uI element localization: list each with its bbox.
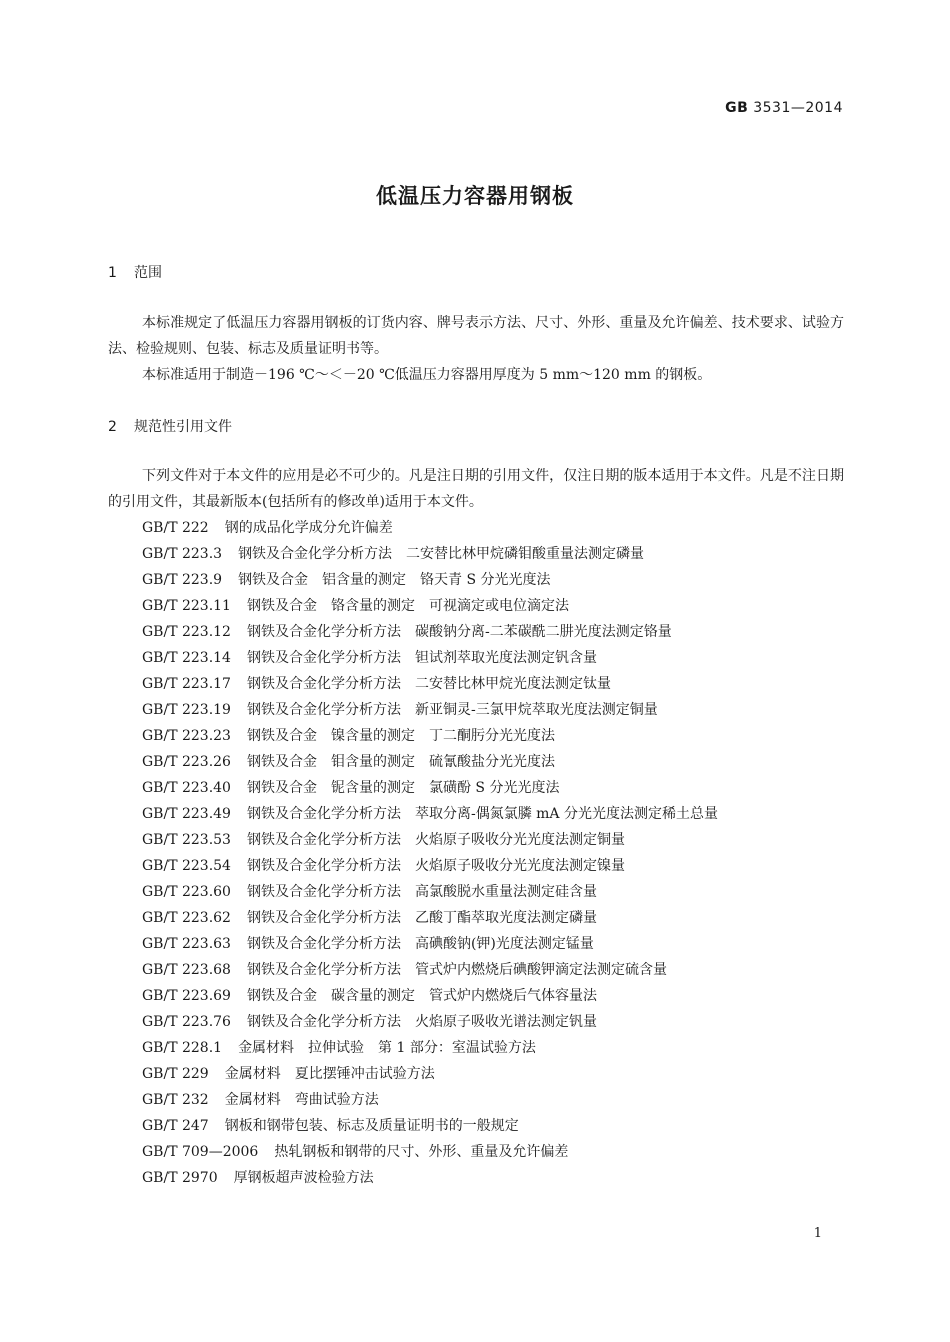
reference-code: GB/T 232 [142,1092,209,1108]
reference-title: 钢铁及合金 铬含量的测定 可视滴定或电位滴定法 [246,598,569,614]
document-title: 低温压力容器用钢板 [376,184,574,208]
reference-code: GB/T 223.54 [142,858,231,874]
reference-title: 钢铁及合金化学分析方法 火焰原子吸收光谱法测定钒量 [246,1014,597,1030]
reference-item [142,619,718,645]
reference-title: 钢的成品化学成分允许偏差 [224,520,393,536]
reference-item [142,1061,718,1087]
reference-title: 钢铁及合金化学分析方法 高碘酸钠(钾)光度法测定锰量 [246,936,594,952]
reference-code: GB/T 247 [142,1118,209,1134]
reference-title: 钢铁及合金化学分析方法 火焰原子吸收分光光度法测定镍量 [246,858,625,874]
reference-title: 厚钢板超声波检验方法 [233,1170,374,1186]
reference-item [142,567,718,593]
reference-title: 钢铁及合金 钼含量的测定 硫氰酸盐分光光度法 [246,754,555,770]
reference-code: GB/T 223.14 [142,650,231,666]
reference-code: GB/T 223.40 [142,780,231,796]
reference-list [142,515,718,1191]
reference-code: GB/T 223.68 [142,962,231,978]
reference-title: 钢铁及合金化学分析方法 碳酸钠分离-二苯碳酰二肼光度法测定铬量 [246,624,672,640]
reference-title: 钢铁及合金化学分析方法 高氯酸脱水重量法测定硅含量 [246,884,597,900]
reference-item [142,905,718,931]
reference-code: GB/T 223.63 [142,936,231,952]
reference-code: GB/T 223.12 [142,624,231,640]
reference-item [142,879,718,905]
reference-item [142,749,718,775]
reference-item [142,957,718,983]
reference-code: GB/T 223.49 [142,806,231,822]
reference-title: 金属材料 拉伸试验 第 1 部分：室温试验方法 [238,1040,536,1056]
reference-item [142,801,718,827]
reference-title: 钢铁及合金化学分析方法 钽试剂萃取光度法测定钒含量 [246,650,597,666]
reference-item [142,1087,718,1113]
reference-item [142,645,718,671]
reference-code: GB/T 223.19 [142,702,231,718]
section-1-title: 范围 [134,265,162,281]
scope-paragraph-2: 本标准适用于制造－196 ℃～＜－20 ℃低温压力容器用厚度为 5 mm～120 mm 的钢板。 [142,367,712,383]
reference-item [142,983,718,1009]
standard-code: 3531—2014 [753,100,843,116]
reference-title: 钢铁及合金 镍含量的测定 丁二酮肟分光光度法 [246,728,555,744]
reference-title: 钢铁及合金化学分析方法 二安替比林甲烷光度法测定钛量 [246,676,611,692]
reference-item [142,697,718,723]
reference-title: 钢铁及合金 铝含量的测定 铬天青 S 分光光度法 [238,572,551,588]
scope-paragraph-1: 本标准规定了低温压力容器用钢板的订货内容、牌号表示方法、尺寸、外形、重量及允许偏差、技术要求、试验方法、检验规则、包装、标志及质量证明书等。 [108,315,844,357]
reference-item [142,723,718,749]
reference-item [142,775,718,801]
reference-title: 金属材料 夏比摆锤冲击试验方法 [224,1066,435,1082]
reference-code: GB/T 223.69 [142,988,231,1004]
reference-title: 钢铁及合金 碳含量的测定 管式炉内燃烧后气体容量法 [246,988,597,1004]
reference-item [142,853,718,879]
reference-item [142,1139,718,1165]
reference-item [142,671,718,697]
reference-item [142,827,718,853]
section-1-heading [108,262,162,282]
standard-number [725,100,843,116]
reference-code: GB/T 223.9 [142,572,223,588]
reference-code: GB/T 223.3 [142,546,223,562]
reference-item [142,593,718,619]
reference-code: GB/T 228.1 [142,1040,223,1056]
reference-code: GB/T 223.11 [142,598,231,614]
reference-title: 钢铁及合金化学分析方法 火焰原子吸收分光光度法测定铜量 [246,832,625,848]
section-2-number: 2 [108,419,117,435]
reference-code: GB/T 223.62 [142,910,231,926]
reference-code: GB/T 709—2006 [142,1144,259,1160]
reference-title: 热轧钢板和钢带的尺寸、外形、重量及允许偏差 [274,1144,569,1160]
section-2-title: 规范性引用文件 [134,419,232,435]
reference-item [142,541,718,567]
reference-code: GB/T 223.76 [142,1014,231,1030]
reference-code: GB/T 222 [142,520,209,536]
reference-code: GB/T 223.53 [142,832,231,848]
reference-title: 钢铁及合金化学分析方法 萃取分离-偶氮氯膦 mA 分光光度法测定稀土总量 [246,806,718,822]
reference-title: 金属材料 弯曲试验方法 [224,1092,379,1108]
reference-title: 钢铁及合金化学分析方法 乙酸丁酯萃取光度法测定磷量 [246,910,597,926]
section-1-number: 1 [108,265,117,281]
reference-title: 钢铁及合金化学分析方法 新亚铜灵-三氯甲烷萃取光度法测定铜量 [246,702,658,718]
reference-item [142,1113,718,1139]
reference-title: 钢板和钢带包装、标志及质量证明书的一般规定 [224,1118,519,1134]
page-number: 1 [813,1226,822,1241]
references-intro: 下列文件对于本文件的应用是必不可少的。凡是注日期的引用文件，仅注日期的版本适用于本文件。凡是不注日期的引用文件，其最新版本(包括所有的修改单)适用于本文件。 [108,468,844,510]
reference-item [142,931,718,957]
reference-code: GB/T 229 [142,1066,209,1082]
reference-title: 钢铁及合金化学分析方法 二安替比林甲烷磷钼酸重量法测定磷量 [238,546,645,562]
reference-title: 钢铁及合金 铌含量的测定 氯磺酚 S 分光光度法 [246,780,560,796]
reference-code: GB/T 2970 [142,1170,218,1186]
reference-item [142,515,718,541]
standard-prefix: GB [725,100,749,116]
reference-code: GB/T 223.17 [142,676,231,692]
reference-code: GB/T 223.26 [142,754,231,770]
reference-code: GB/T 223.23 [142,728,231,744]
reference-item [142,1165,718,1191]
reference-code: GB/T 223.60 [142,884,231,900]
reference-item [142,1035,718,1061]
reference-item [142,1009,718,1035]
reference-title: 钢铁及合金化学分析方法 管式炉内燃烧后碘酸钾滴定法测定硫含量 [246,962,667,978]
section-2-heading [108,416,232,436]
